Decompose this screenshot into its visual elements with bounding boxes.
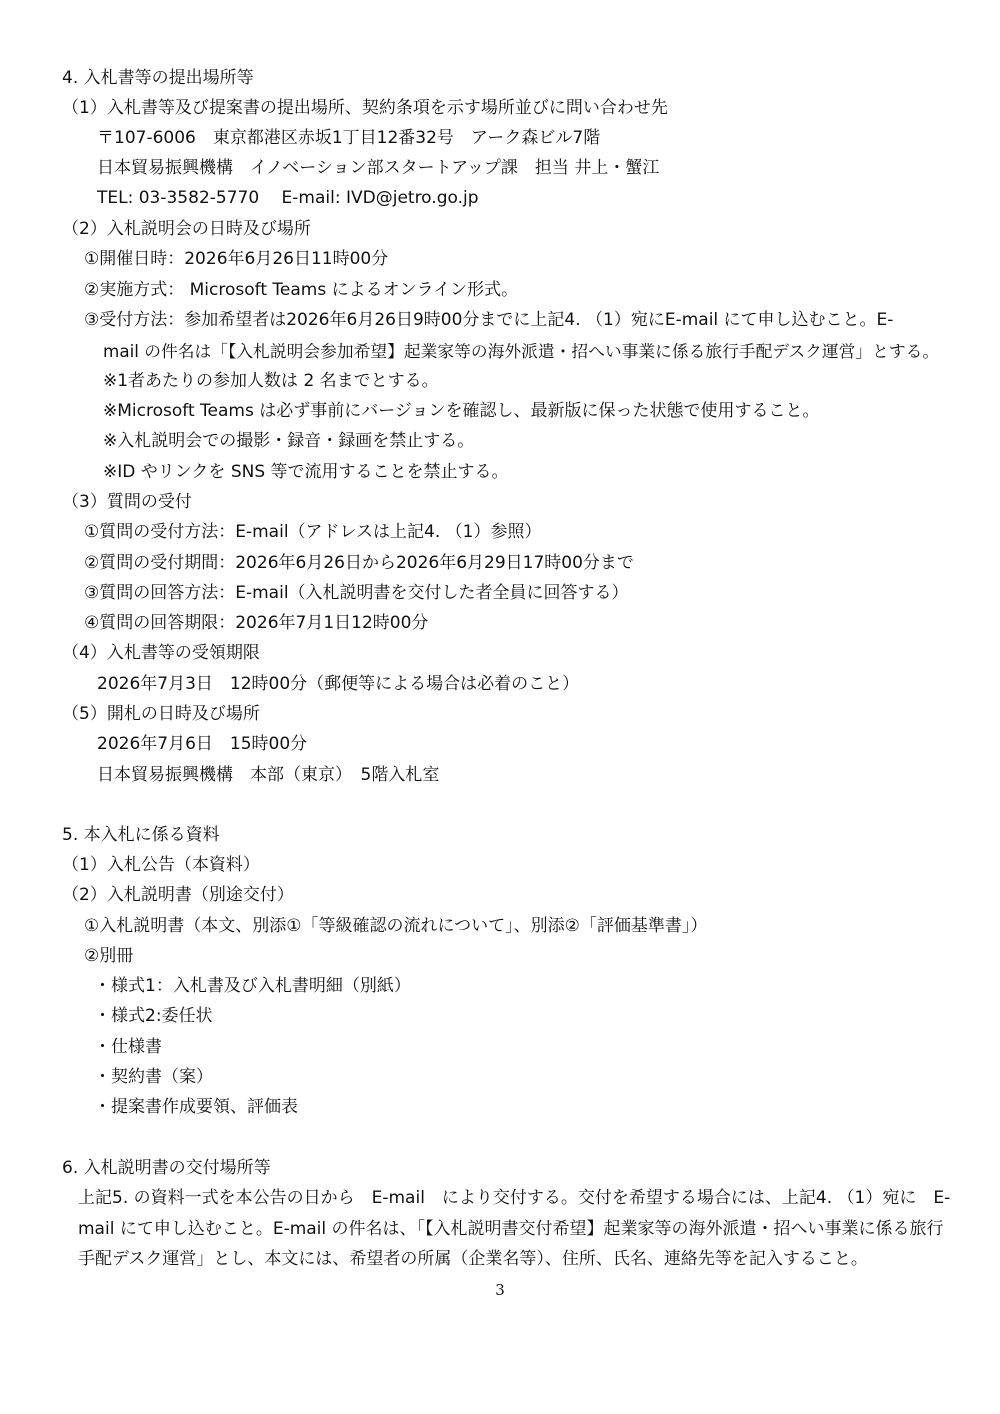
question-line: ③質問の回答方法：E-mail（入札説明書を交付した者全員に回答する） (84, 583, 629, 603)
address: 〒107-6006 東京都港区赤坂1丁目12番32号 アーク森ビル7階 (97, 128, 601, 148)
section-6-heading: 6. 入札説明書の交付場所等 (62, 1158, 271, 1178)
briefing-datetime: ①開催日時：2026年6月26日11時00分 (84, 249, 389, 269)
question-line: ①質問の受付方法：E-mail（アドレスは上記4. （1）参照） (84, 522, 542, 542)
briefing-note: ※Microsoft Teams は必ず事前にバージョンを確認し、最新版に保った状態で使用すること。 (103, 401, 820, 421)
item-5-2: （2）入札説明書（別途交付） (62, 885, 294, 905)
briefing-method: ②実施方式： Microsoft Teams によるオンライン形式。 (84, 280, 519, 300)
item-4-4-title: （4）入札書等の受領期限 (62, 643, 260, 663)
section-6-paragraph-line: 手配デスク運営」とし、本文には、希望者の所属（企業名等）、住所、氏名、連絡先等を記入すること。 (78, 1249, 868, 1269)
contact-info: TEL: 03-3582-5770 E-mail: IVD@jetro.go.jp (97, 188, 479, 208)
briefing-note: ※1者あたりの参加人数は 2 名までとする。 (103, 371, 439, 391)
attachment-item: ・様式1：入札書及び入札書明細（別紙） (94, 976, 411, 996)
item-4-1-title: （1）入札書等及び提案書の提出場所、契約条項を示す場所並びに問い合わせ先 (62, 98, 668, 118)
attachment-item: ・仕様書 (94, 1037, 162, 1057)
briefing-reception-line2: mail の件名は「【入札説明会参加希望】起業家等の海外派遣・招へい事業に係る旅行手配デスク運営」とする。 (103, 341, 940, 361)
briefing-reception-line1: ③受付方法：参加希望者は2026年6月26日9時00分までに上記4. （1）宛にE-mail にて申し込むこと。E- (84, 310, 894, 330)
organization: 日本貿易振興機構 イノベーション部スタートアップ課 担当 井上・蟹江 (97, 158, 660, 178)
item-5-2-sub1: ①入札説明書（本文、別添①「等級確認の流れについて」、別添②「評価基準書」） (84, 916, 708, 936)
item-4-5-title: （5）開札の日時及び場所 (62, 704, 260, 724)
item-5-1: （1）入札公告（本資料） (62, 855, 260, 875)
section-6-paragraph-line: 上記5. の資料一式を本公告の日から E-mail により交付する。交付を希望する場合には、上記4. （1）宛に E- (78, 1188, 951, 1208)
attachment-item: ・提案書作成要領、評価表 (94, 1097, 298, 1117)
question-line: ④質問の回答期限：2026年7月1日12時00分 (84, 613, 429, 633)
item-5-2-sub2: ②別冊 (84, 946, 134, 966)
item-4-3-title: （3）質問の受付 (62, 492, 192, 512)
question-line: ②質問の受付期間：2026年6月26日から2026年6月29日17時00分まで (84, 553, 634, 573)
section-6-paragraph-line: mail にて申し込むこと。E-mail の件名は、「【入札説明書交付希望】起業家等の海外派遣・招へい事業に係る旅行 (78, 1219, 944, 1239)
opening-place: 日本貿易振興機構 本部（東京） 5階入札室 (97, 765, 440, 785)
section-4-heading: 4. 入札書等の提出場所等 (62, 68, 254, 88)
page-number: 3 (495, 1281, 505, 1299)
briefing-note: ※ID やリンクを SNS 等で流用することを禁止する。 (103, 462, 509, 482)
attachment-item: ・契約書（案） (94, 1067, 213, 1087)
opening-datetime: 2026年7月6日 15時00分 (97, 734, 308, 754)
briefing-note: ※入札説明会での撮影・録音・録画を禁止する。 (103, 431, 475, 451)
submission-deadline: 2026年7月3日 12時00分（郵便等による場合は必着のこと） (97, 674, 580, 694)
section-5-heading: 5. 本入札に係る資料 (62, 825, 220, 845)
attachment-item: ・様式2:委任状 (94, 1006, 213, 1026)
item-4-2-title: （2）入札説明会の日時及び場所 (62, 219, 311, 239)
